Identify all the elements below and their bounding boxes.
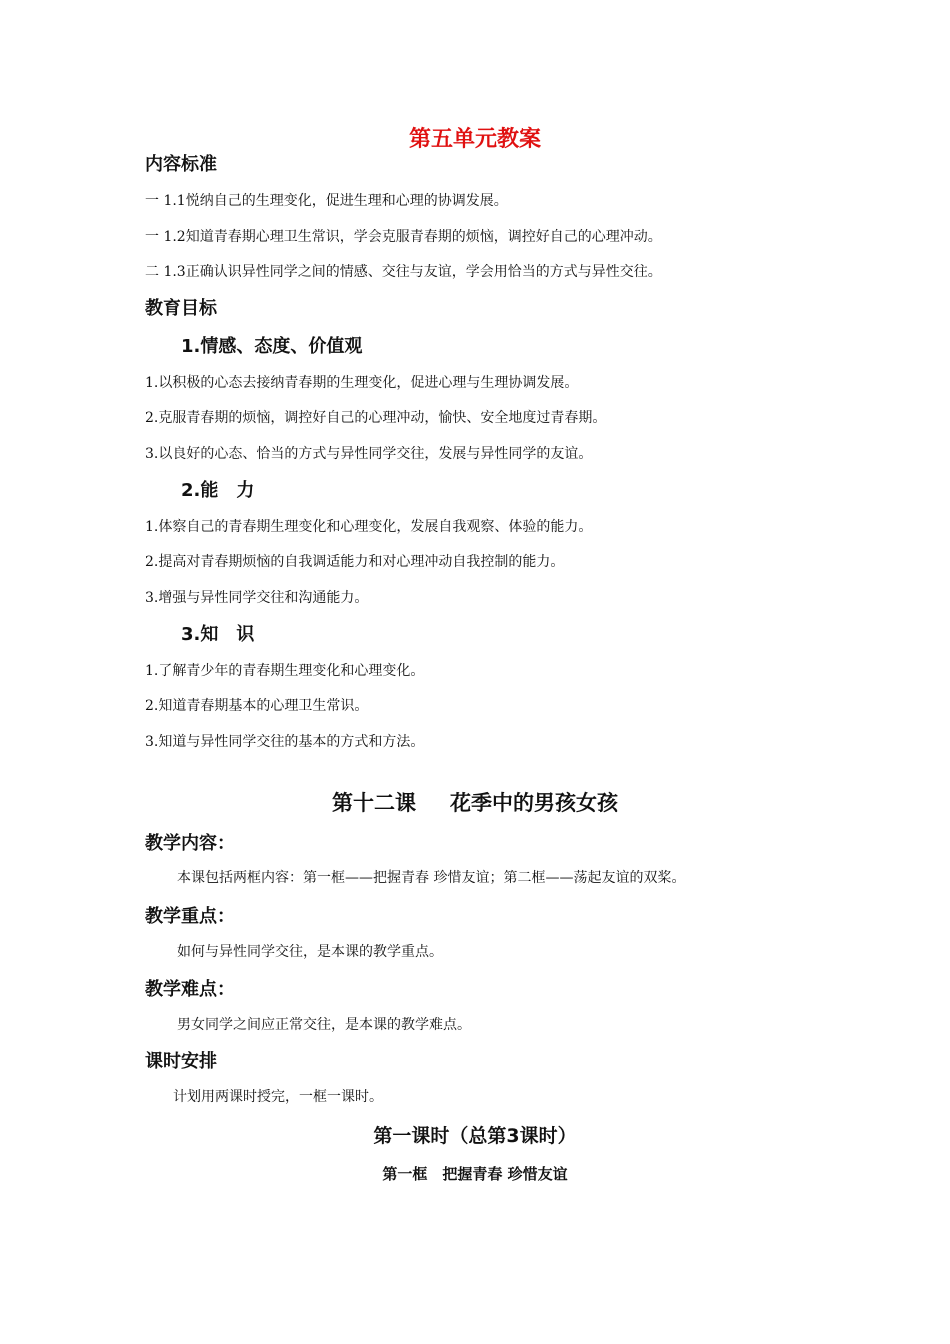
goal-item: 3.增强与异性同学交往和沟通能力。 [145,590,369,606]
standard-item: 二 1.3正确认识异性同学之间的情感、交往与友谊，学会用恰当的方式与异性交往。 [145,264,662,280]
content-standard-heading: 内容标准 [145,154,217,175]
goal-item: 2.提高对青春期烦恼的自我调适能力和对心理冲动自我控制的能力。 [145,554,565,570]
goal-item: 2.知道青春期基本的心理卫生常识。 [145,698,369,714]
goal-item: 1.了解青少年的青春期生理变化和心理变化。 [145,663,425,679]
standard-item: 一 1.1悦纳自己的生理变化，促进生理和心理的协调发展。 [145,193,508,209]
teaching-content-text: 本课包括两框内容：第一框——把握青春 珍惜友谊；第二框——荡起友谊的双桨。 [177,870,686,886]
attitude-heading: 1.情感、态度、价值观 [181,336,363,357]
goal-item: 1.以积极的心态去接纳青春期的生理变化，促进心理与生理协调发展。 [145,375,579,391]
teaching-focus-text: 如何与异性同学交往，是本课的教学重点。 [177,944,443,960]
frame-title: 第一框 把握青春 珍惜友谊 [382,1165,568,1183]
goal-item: 1.体察自己的青春期生理变化和心理变化，发展自我观察、体验的能力。 [145,519,593,535]
schedule-text: 计划用两课时授完，一框一课时。 [173,1089,383,1105]
knowledge-heading: 3.知 识 [181,624,255,645]
period-title: 第一课时（总第3课时） [373,1125,577,1147]
lesson-number: 第十二课 [332,791,416,815]
ability-heading: 2.能 力 [181,480,255,501]
goal-item: 3.以良好的心态、恰当的方式与异性同学交往，发展与异性同学的友谊。 [145,446,593,462]
goal-item: 2.克服青春期的烦恼，调控好自己的心理冲动，愉快、安全地度过青春期。 [145,410,607,426]
teaching-difficulty-text: 男女同学之间应正常交往，是本课的教学难点。 [177,1017,471,1033]
document-title: 第五单元教案 [408,127,541,152]
goal-item: 3.知道与异性同学交往的基本的方式和方法。 [145,734,425,750]
lesson-title [0,787,950,817]
teaching-focus-heading: 教学重点： [145,906,235,927]
education-goals-heading: 教育目标 [145,298,217,319]
teaching-content-heading: 教学内容： [145,833,235,854]
teaching-difficulty-heading: 教学难点： [145,979,235,1000]
lesson-name: 花季中的男孩女孩 [450,791,618,815]
standard-item: 一 1.2知道青春期心理卫生常识，学会克服青春期的烦恼，调控好自己的心理冲动。 [145,229,662,245]
schedule-heading: 课时安排 [145,1051,217,1072]
